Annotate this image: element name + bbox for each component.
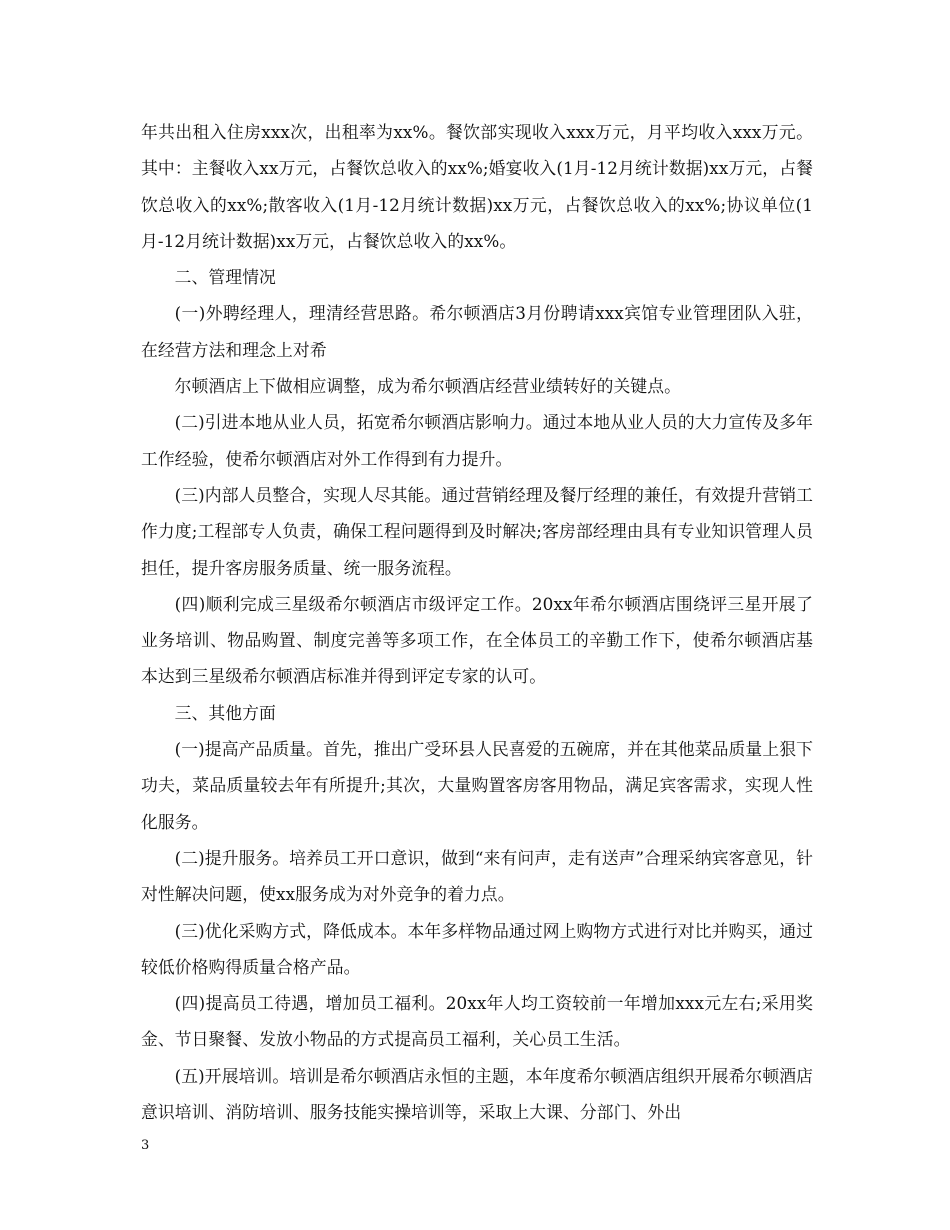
section-heading-other: 三、其他方面 <box>174 702 276 723</box>
paragraph-management-2: (二)引进本地从业人员，拓宽希尔顿酒店影响力。通过本地从业人员的大力宣传及多年工作经验，使希尔顿酒店对外工作得到有力提升。 <box>141 412 813 469</box>
paragraph-other-3: (三)优化采购方式，降低成本。本年多样物品通过网上购物方式进行对比并购买，通过较低价格购得质量合格产品。 <box>141 920 813 977</box>
paragraph-other-2: (二)提升服务。培养员工开口意识，做到“来有问声，走有送声”合理采纳宾客意见，针对性解决问题，使xx服务成为对外竞争的着力点。 <box>141 847 813 905</box>
page-number: 3 <box>141 1138 150 1153</box>
paragraph-management-1: (一)外聘经理人，理清经营思路。希尔顿酒店3月份聘请xxx宾馆专业管理团队入驻，在经营方法和理念上对希 <box>141 303 813 360</box>
paragraph-income-summary: 年共出租入住房xxx次，出租率为xx%。餐饮部实现收入xxx万元，月平均收入xxx万元。其中：主餐收入xx万元，占餐饮总收入的xx%;婚宴收入(1月-12月统计数据)xx万元，占餐饮总收入的xx%;散客收入(1月-12月统计数据)xx万元，占餐饮总收入的xx%;协议单位(1月-12月统计数据)xx万元，占餐饮总收入的xx%。 <box>141 122 813 251</box>
paragraph-other-4: (四)提高员工待遇，增加员工福利。20xx年人均工资较前一年增加xxx元左右;采用奖金、节日聚餐、发放小物品的方式提高员工福利，关心员工生活。 <box>141 993 813 1050</box>
paragraph-management-3: (三)内部人员整合，实现人尽其能。通过营销经理及餐厅经理的兼任，有效提升营销工作力度;工程部专人负责，确保工程问题得到及时解决;客房部经理由具有专业知识管理人员担任，提升客房服务质量、统一服务流程。 <box>141 484 813 578</box>
paragraph-other-1: (一)提高产品质量。首先，推出广受环县人民喜爱的五碗席，并在其他菜品质量上狠下功夫，菜品质量较去年有所提升;其次，大量购置客房客用物品，满足宾客需求，实现人性化服务。 <box>141 739 813 832</box>
paragraph-management-1-continued: 尔顿酒店上下做相应调整，成为希尔顿酒店经营业绩转好的关键点。 <box>174 376 682 397</box>
body-text <box>141 114 813 1130</box>
paragraph-management-4: (四)顺利完成三星级希尔顿酒店市级评定工作。20xx年希尔顿酒店围绕评三星开展了业务培训、物品购置、制度完善等多项工作，在全体员工的辛勤工作下，使希尔顿酒店基本达到三星级希尔顿酒店标准并得到评定专家的认可。 <box>141 593 813 687</box>
paragraph-other-5: (五)开展培训。培训是希尔顿酒店永恒的主题，本年度希尔顿酒店组织开展希尔顿酒店意识培训、消防培训、服务技能实操培训等，采取上大课、分部门、外出 <box>141 1065 813 1123</box>
section-heading-management: 二、管理情况 <box>174 267 276 288</box>
